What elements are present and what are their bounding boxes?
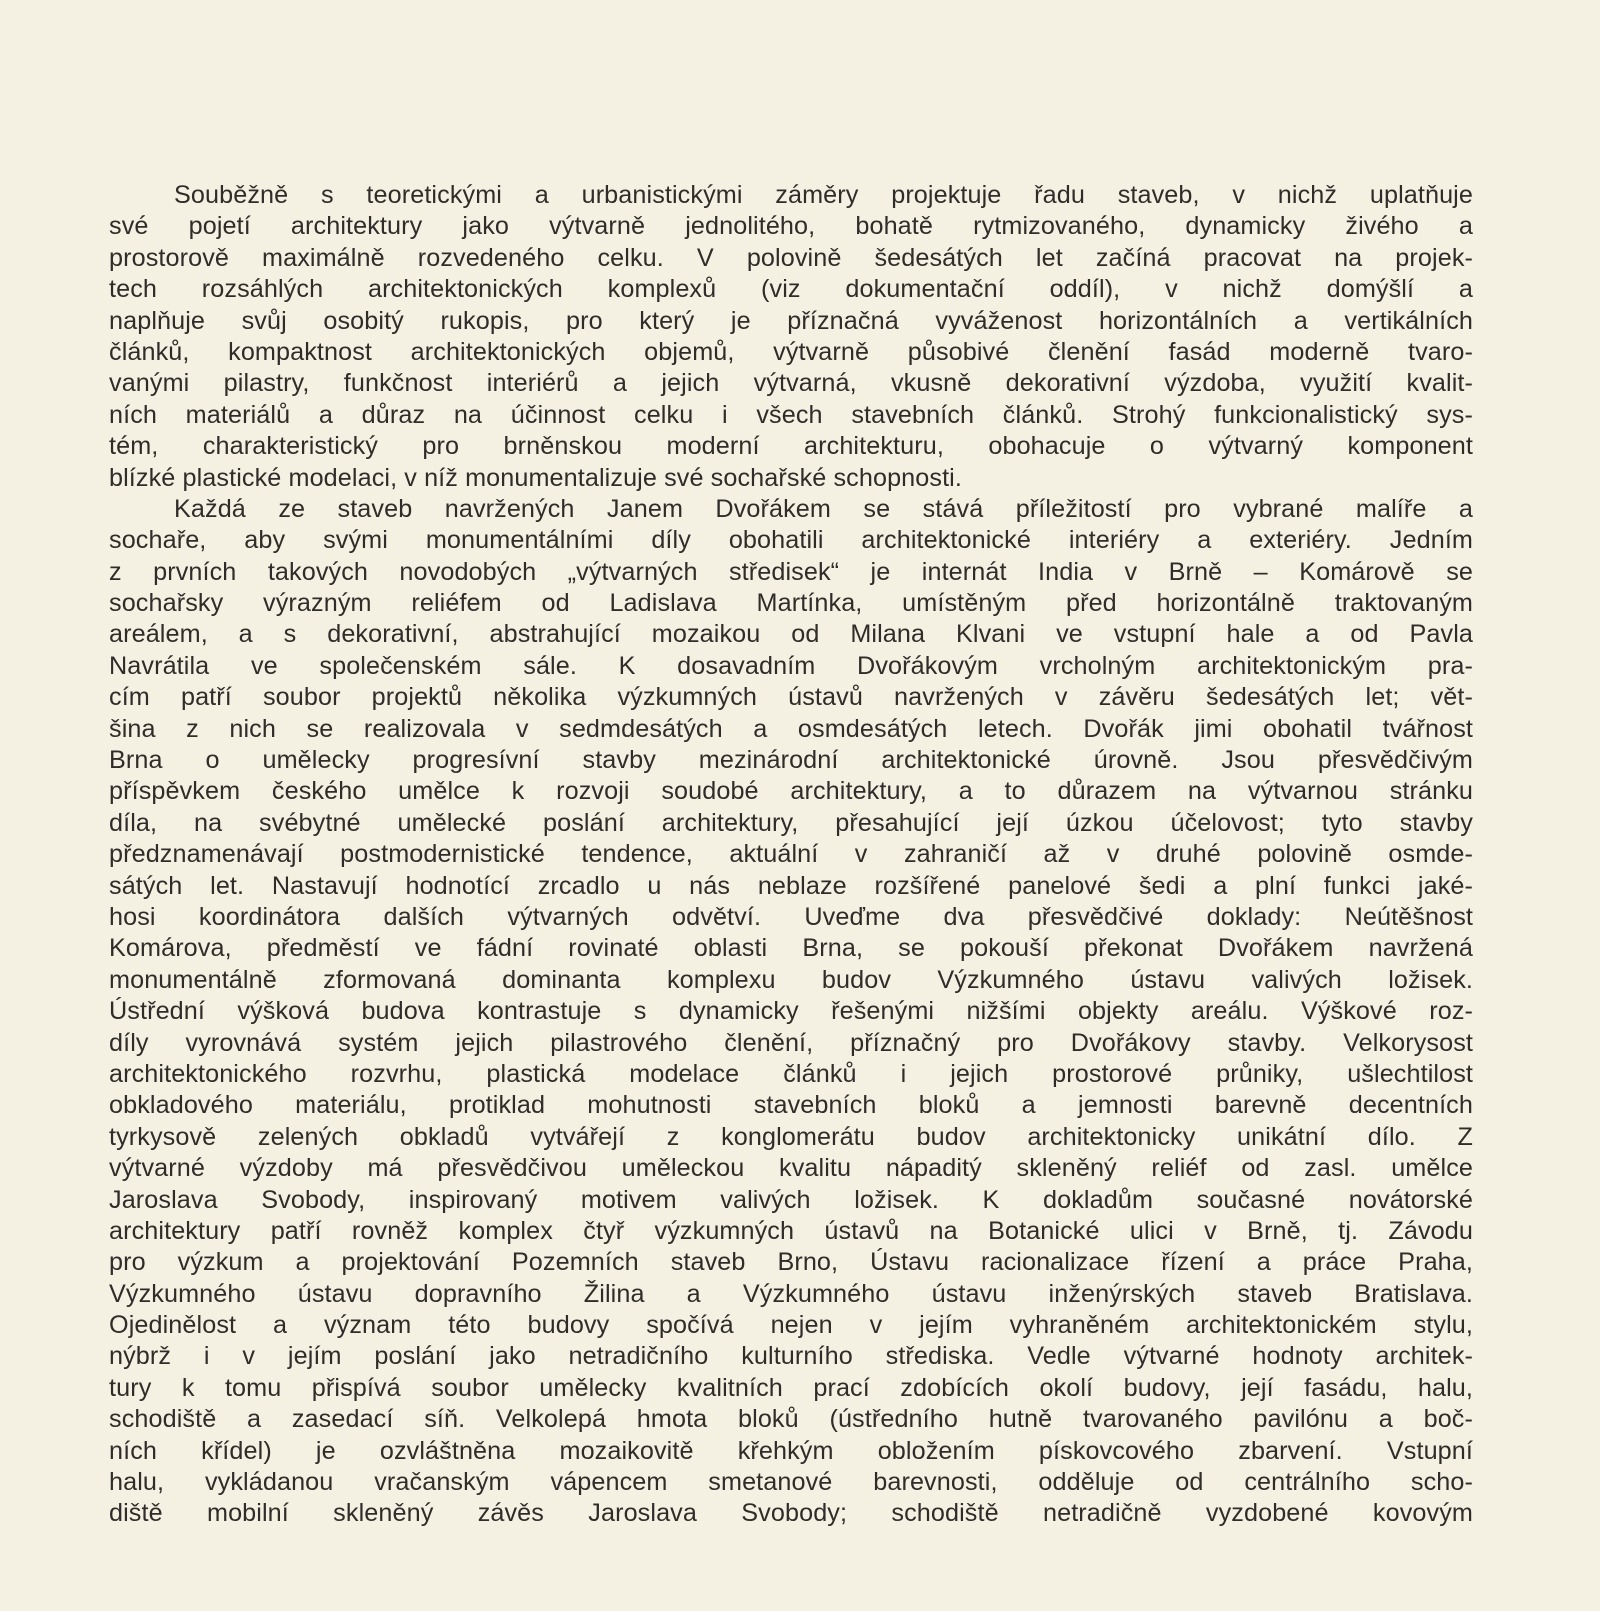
text-line: halu, vykládanou vračanským vápencem smetanové barevnosti, odděluje od centrálního scho- bbox=[109, 1468, 1473, 1497]
text-line: příspěvkem českého umělce k rozvoji soudobé architektury, a to důrazem na výtvarnou stránku bbox=[109, 777, 1473, 806]
text-line: své pojetí architektury jako výtvarně jednolitého, bohatě rytmizovaného, dynamicky živého a bbox=[109, 212, 1473, 241]
text-line: hosi koordinátora dalších výtvarných odvětví. Uveďme dva přesvědčivé doklady: Neútěšnost bbox=[109, 902, 1473, 931]
text-line: tury k tomu přispívá soubor umělecky kvalitních prací zdobících okolí budovy, její fasádu, halu, bbox=[109, 1373, 1473, 1402]
text-line: díla, na svébytné umělecké poslání architektury, přesahující její úzkou účelovost; tyto stavby bbox=[109, 808, 1473, 837]
text-line: Komárova, předměstí ve fádní rovinaté oblasti Brna, se pokouší překonat Dvořákem navržená bbox=[109, 934, 1473, 963]
text-line: nýbrž i v jejím poslání jako netradičního kulturního střediska. Vedle výtvarné hodnoty architek- bbox=[109, 1342, 1473, 1371]
text-line: architektury patří rovněž komplex čtyř výzkumných ústavů na Botanické ulici v Brně, tj. Závodu bbox=[109, 1216, 1473, 1245]
text-line: cím patří soubor projektů několika výzkumných ústavů navržených v závěru šedesátých let; vět- bbox=[109, 683, 1473, 712]
text-line: architektonického rozvrhu, plastická modelace článků i jejich prostorové průniky, ušlechtilost bbox=[109, 1059, 1473, 1088]
text-line: sátých let. Nastavují hodnotící zrcadlo u nás neblaze rozšířené panelové šedi a plní funkci jaké- bbox=[109, 871, 1473, 900]
text-line: Ojedinělost a význam této budovy spočívá nejen v jejím vyhraněném architektonickém stylu, bbox=[109, 1311, 1473, 1340]
text-line: Ústřední výšková budova kontrastuje s dynamicky řešenými nižšími objekty areálu. Výškové roz- bbox=[109, 997, 1473, 1026]
text-line: schodiště a zasedací síň. Velkolepá hmota bloků (ústředního hutně tvarovaného pavilónu a boč- bbox=[109, 1405, 1473, 1434]
text-line: sochařsky výrazným reliéfem od Ladislava Martínka, umístěným před horizontálně traktovaným bbox=[109, 589, 1473, 618]
text-line: Každá ze staveb navržených Janem Dvořákem se stává příležitostí pro vybrané malíře a bbox=[174, 494, 1473, 523]
text-line: tyrkysově zelených obkladů vytvářejí z konglomerátu budov architektonicky unikátní dílo. Z bbox=[109, 1122, 1473, 1151]
paragraph-1 bbox=[109, 180, 1473, 494]
text-line: naplňuje svůj osobitý rukopis, pro který je příznačná vyváženost horizontálních a vertikálních bbox=[109, 306, 1473, 335]
text-line: vanými pilastry, funkčnost interiérů a jejich výtvarná, vkusně dekorativní výzdoba, využití kvalit- bbox=[109, 369, 1473, 398]
paragraph-2 bbox=[109, 494, 1473, 1530]
text-line: Brna o umělecky progresívní stavby mezinárodní architektonické úrovně. Jsou přesvědčivým bbox=[109, 746, 1473, 775]
text-line: Jaroslava Svobody, inspirovaný motivem valivých ložisek. K dokladům současné novátorské bbox=[109, 1185, 1473, 1214]
text-line: monumentálně zformovaná dominanta komplexu budov Výzkumného ústavu valivých ložisek. bbox=[109, 965, 1473, 994]
text-line: Výzkumného ústavu dopravního Žilina a Výzkumného ústavu inženýrských staveb Bratislava. bbox=[109, 1279, 1473, 1308]
text-line: tech rozsáhlých architektonických komplexů (viz dokumentační oddíl), v nichž domýšlí a bbox=[109, 275, 1473, 304]
text-line: předznamenávají postmodernistické tendence, aktuální v zahraničí až v druhé polovině osmde- bbox=[109, 840, 1473, 869]
text-line: díly vyrovnává systém jejich pilastrového členění, příznačný pro Dvořákovy stavby. Velkorysost bbox=[109, 1028, 1473, 1057]
text-line: ních materiálů a důraz na účinnost celku i všech stavebních článků. Strohý funkcionalistický sys- bbox=[109, 400, 1473, 429]
text-line: ních křídel) je ozvláštněna mozaikovitě křehkým obložením pískovcového zbarvení. Vstupní bbox=[109, 1436, 1473, 1465]
text-line: výtvarné výzdoby má přesvědčivou uměleckou kvalitu nápaditý skleněný reliéf od zasl. umělce bbox=[109, 1154, 1473, 1183]
text-line: z prvních takových novodobých „výtvarných středisek“ je internát India v Brně – Komárově se bbox=[109, 557, 1473, 586]
text-line: Souběžně s teoretickými a urbanistickými záměry projektuje řadu staveb, v nichž uplatňuje bbox=[174, 181, 1473, 209]
text-line: článků, kompaktnost architektonických objemů, výtvarně působivé členění fasád moderně tvaro- bbox=[109, 337, 1473, 366]
text-line: tém, charakteristický pro brněnskou moderní architekturu, obohacuje o výtvarný komponent bbox=[109, 432, 1473, 461]
text-line: areálem, a s dekorativní, abstrahující mozaikou od Milana Klvani ve vstupní hale a od Pavla bbox=[109, 620, 1473, 649]
text-line: obkladového materiálu, protiklad mohutnosti stavebních bloků a jemnosti barevně decentních bbox=[109, 1091, 1473, 1120]
body-text bbox=[109, 180, 1473, 1530]
text-line: blízké plastické modelaci, v níž monumentalizuje své sochařské schopnosti. bbox=[109, 463, 962, 492]
text-line: prostorově maximálně rozvedeného celku. V polovině šedesátých let začíná pracovat na projek- bbox=[109, 243, 1473, 272]
text-line: šina z nich se realizovala v sedmdesátých a osmdesátých letech. Dvořák jimi obohatil tvářnost bbox=[109, 714, 1473, 743]
text-line: sochaře, aby svými monumentálními díly obohatili architektonické interiéry a exteriéry. Jedním bbox=[109, 526, 1473, 555]
text-line: Navrátila ve společenském sále. K dosavadním Dvořákovým vrcholným architektonickým pra- bbox=[109, 651, 1473, 680]
text-line: diště mobilní skleněný závěs Jaroslava Svobody; schodiště netradičně vyzdobené kovovým bbox=[109, 1499, 1473, 1528]
text-line: pro výzkum a projektování Pozemních staveb Brno, Ústavu racionalizace řízení a práce Praha, bbox=[109, 1248, 1473, 1277]
